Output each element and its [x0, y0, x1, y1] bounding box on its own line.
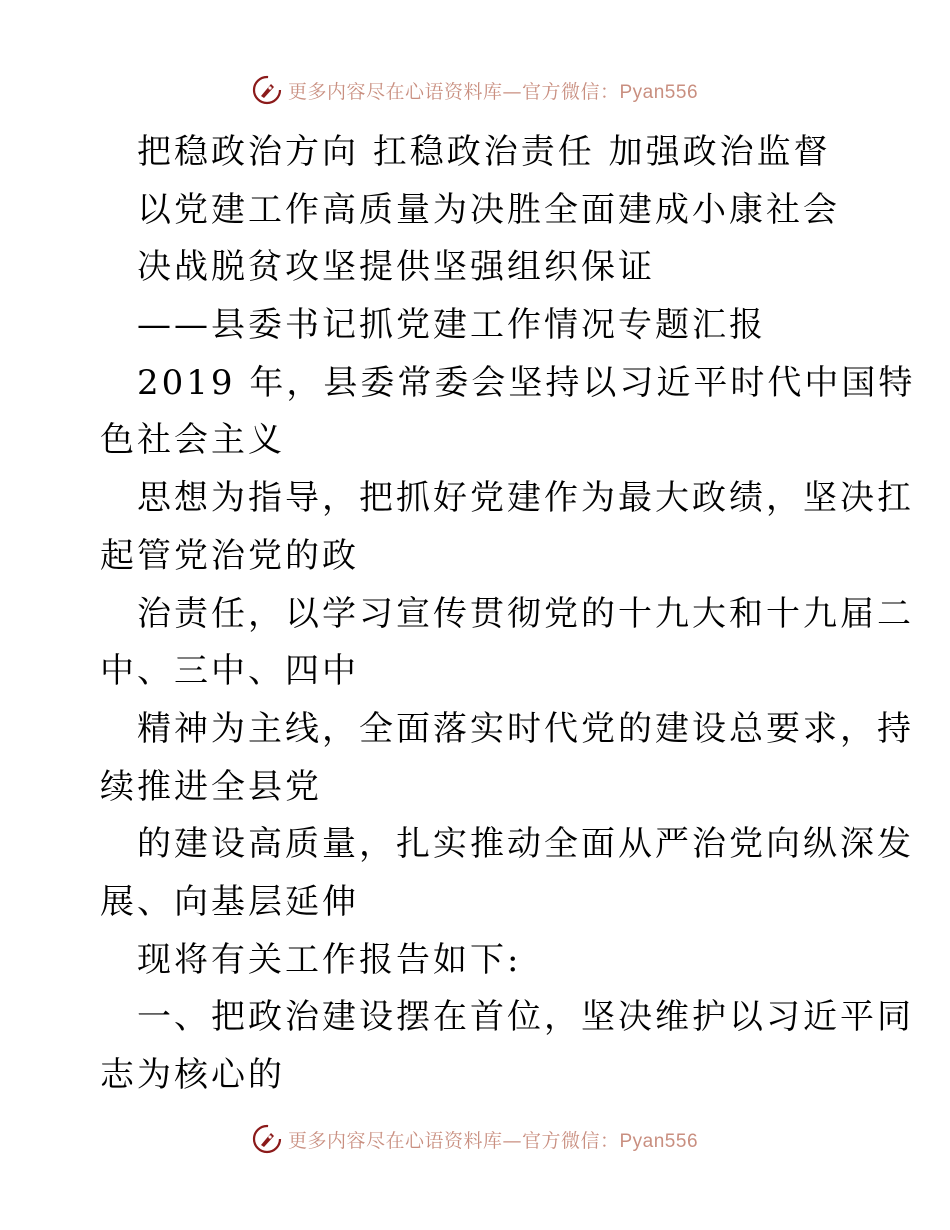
paragraph-line: 2019 年，县委常委会坚持以习近平时代中国特	[137, 362, 916, 403]
paragraph-line: 展、向基层延伸	[100, 881, 359, 922]
pen-nib-circle-icon	[252, 1124, 282, 1154]
title-line-2: 以党建工作高质量为决胜全面建成小康社会	[137, 189, 840, 230]
paragraph-line: 色社会主义	[100, 420, 285, 461]
paragraph-line: 续推进全县党	[100, 766, 322, 807]
title-line-3: 决战脱贫攻坚提供坚强组织保证	[137, 247, 655, 288]
section-heading-line: 一、把政治建设摆在首位，坚决维护以习近平同	[137, 997, 914, 1038]
paragraph-line: 现将有关工作报告如下:	[137, 939, 522, 980]
title-line-1: 把稳政治方向 扛稳政治责任 加强政治监督	[137, 132, 831, 172]
pen-nib-circle-icon	[252, 75, 282, 105]
wechat-id: Pyan556	[619, 81, 699, 103]
paragraph-line: 精神为主线，全面落实时代党的建设总要求，持	[137, 708, 914, 749]
watermark-header	[0, 70, 950, 110]
paragraph-line: 起管党治党的政	[100, 535, 359, 576]
watermark-footer	[0, 1119, 950, 1159]
wechat-id: Pyan556	[619, 1130, 699, 1152]
document-body	[100, 124, 916, 1105]
watermark-text: 更多内容尽在心语资料库—官方微信：Pyan556	[287, 1129, 699, 1152]
paragraph-line: 中、三中、四中	[100, 651, 359, 692]
paragraph-line: 治责任，以学习宣传贯彻党的十九大和十九届二	[137, 593, 914, 634]
subtitle-line: ——县委书记抓党建工作情况专题汇报	[137, 305, 766, 346]
section-heading-line: 志为核心的	[100, 1055, 285, 1095]
watermark-text: 更多内容尽在心语资料库—官方微信：Pyan556	[287, 80, 699, 103]
paragraph-line: 思想为指导，把抓好党建作为最大政绩，坚决扛	[137, 478, 914, 519]
paragraph-line: 的建设高质量，扎实推动全面从严治党向纵深发	[137, 824, 914, 865]
